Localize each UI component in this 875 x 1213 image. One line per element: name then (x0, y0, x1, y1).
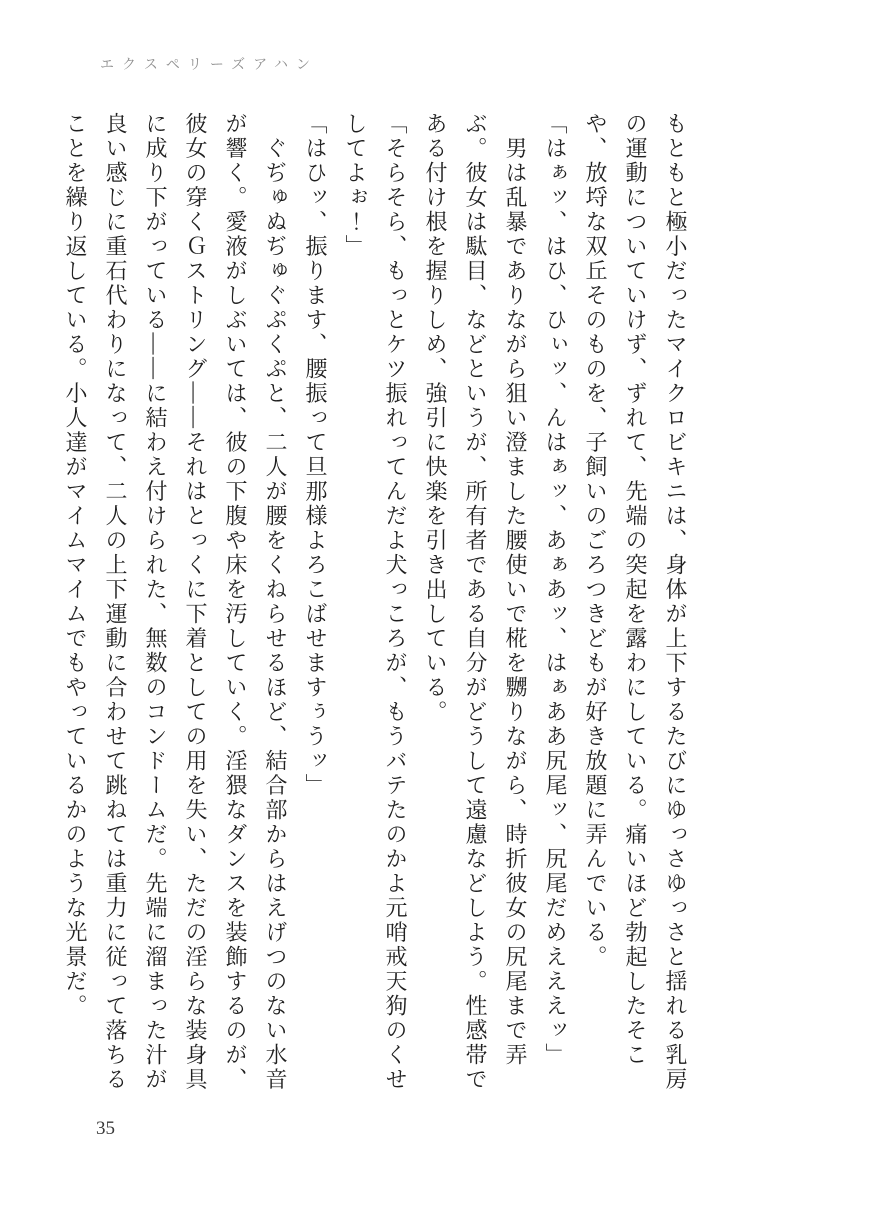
paragraph-4-dialogue: 「そらそら、もっとケツ振れってんだよ犬っころが、もうバテたのかよ元哨戒天狗のくせしてよぉ！」 (343, 112, 408, 1092)
paragraph-3: 男は乱暴でありながら狙い澄ました腰使いで椛を嬲りながら、時折彼女の尻尾まで弄ぶ。彼女は駄目、などというが、所有者である自分がどうして遠慮などしよう。性感帯である付け根を握りしめ、強引に快楽を引き出している。 (423, 112, 528, 1092)
body-text (55, 112, 695, 1102)
paragraph-5-dialogue: 「はひッ、振ります、腰振って旦那様よろこばせますぅうッ」 (303, 112, 328, 798)
paragraph-6: ぐぢゅぬぢゅぐぷくぷと、二人が腰をくねらせるほど、結合部からはえげつのない水音が響く。愛液がしぶいては、彼の下腹や床を汚していく。淫猥なダンスを装飾するのが、彼女の穿くＧストリング――それはとっくに下着としての用を失い、ただの淫らな装身具に成り下がっている――に結わえ付けられた、無数のコンドームだ。先端に溜まった汁が良い感じに重石代わりになって、二人の上下運動に合わせて跳ねては重力に従って落ちることを繰り返している。小人達がマイムマイムでもやっているかのような光景だ。 (63, 112, 288, 1092)
paragraph-2-dialogue: 「はぁッ、はひ、ひぃッ、んはぁッ、あぁあッ、はぁああ尻尾ッ、尻尾だめえええッ」 (543, 112, 568, 1068)
running-header: エクスペリーズアハン (100, 58, 319, 73)
paragraph-1: もともと極小だったマイクロビキニは、身体が上下するたびにゆっさゆっさと揺れる乳房の運動についていけず、ずれて、先端の突起を露わにしている。痛いほど勃起したそこや、放埒な双丘そのものを、子飼いのごろつきどもが好き放題に弄んでいる。 (583, 112, 688, 1092)
page-number: 35 (96, 1118, 115, 1139)
